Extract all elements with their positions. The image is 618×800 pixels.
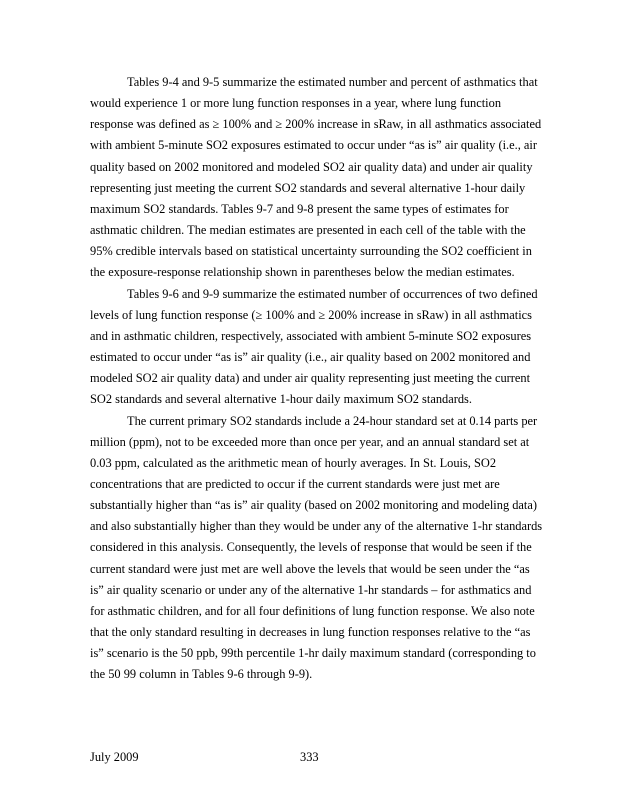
paragraph-2: Tables 9-6 and 9-9 summarize the estimated number of occurrences of two defined levels of lung function response (≥ 100% and ≥ 200% increase in sRaw) in all asthmatics and in asthmatic children, respectively, associated with ambient 5-minute SO2 exposures estimated to occur under “as is” air quality (i.e., air quality based on 2002 monitored and modeled SO2 air quality data) and under air quality representing just meeting the current SO2 standards and several alternative 1-hour daily maximum SO2 standards. <box>90 286 538 407</box>
paragraph-1: Tables 9-4 and 9-5 summarize the estimated number and percent of asthmatics that would experience 1 or more lung function responses in a year, where lung function response was defined as ≥ 100% and ≥ 200% increase in sRaw, in all asthmatics associated with ambient 5-minute SO2 exposures estimated to occur under “as is” air quality (i.e., air quality based on 2002 monitored and modeled SO2 air quality data) and under air quality representing just meeting the current SO2 standards and several alternative 1-hour daily maximum SO2 standards. Tables 9-7 and 9-8 present the same types of estimates for asthmatic children. The median estimates are presented in each cell of the table with the 95% credible intervals based on statistical uncertainty surrounding the SO2 coefficient in the exposure-response relationship shown in parentheses below the median estimates. <box>90 75 542 280</box>
body-text <box>90 72 545 686</box>
paragraph-3: The current primary SO2 standards include a 24-hour standard set at 0.14 parts per million (ppm), not to be exceeded more than once per year, and an annual standard set at 0.03 ppm, calculated as the arithmetic mean of hourly averages. In St. Louis, SO2 concentrations that are predicted to occur if the current standards were just met are substantially higher than “as is” air quality (based on 2002 monitoring and modeling data) and also substantially higher than they would be under any of the alternative 1-hr standards considered in this analysis. Consequently, the levels of response that would be seen if the current standard were just met are well above the levels that would be seen under the “as is” air quality scenario or under any of the alternative 1-hr standards – for asthmatics and for asthmatic children, and for all four definitions of lung function response. We also note that the only standard resulting in decreases in lung function responses relative to the “as is” scenario is the 50 ppb, 99th percentile 1-hr daily maximum standard (corresponding to the 50 99 column in Tables 9-6 through 9-9). <box>90 413 543 682</box>
page-number: 333 <box>300 750 319 764</box>
footer-date: July 2009 <box>90 750 139 764</box>
